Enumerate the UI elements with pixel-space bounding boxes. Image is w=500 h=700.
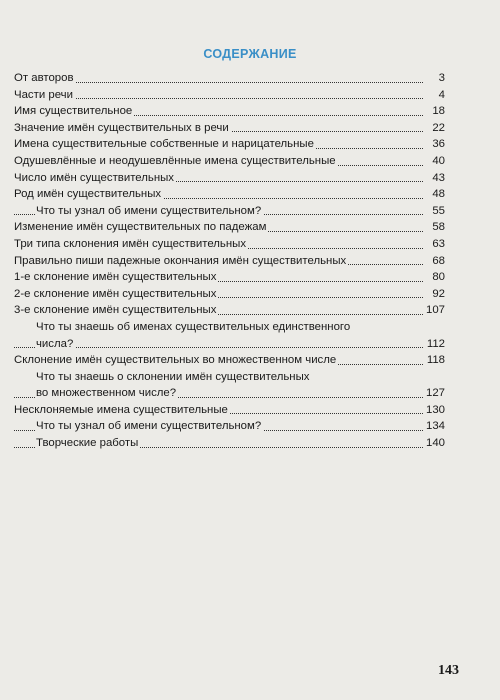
toc-entry xyxy=(14,153,445,170)
toc-subentry-continuation xyxy=(14,385,445,402)
toc-entry-title: Склонение имён существительных во множественном числе xyxy=(14,352,338,369)
toc-entry-page: 22 xyxy=(429,120,445,137)
toc-entry-title: Значение имён существительных в речи xyxy=(14,120,231,137)
page-number: 143 xyxy=(438,663,459,678)
toc-entry-page: 4 xyxy=(436,87,445,104)
toc-entry xyxy=(14,120,445,137)
toc-entry-title: числа? xyxy=(36,336,75,353)
toc-entry-page: 55 xyxy=(429,203,445,220)
toc-entry xyxy=(14,253,445,270)
toc-entry-title: Несклоняемые имена существительные xyxy=(14,402,230,419)
table-of-contents xyxy=(14,70,445,452)
toc-entry xyxy=(14,219,445,236)
toc-subentry-continuation xyxy=(14,336,445,353)
toc-entry-page: 3 xyxy=(436,70,445,87)
toc-entry-title: 1-е склонение имён существительных xyxy=(14,269,218,286)
toc-subentry xyxy=(14,369,445,386)
toc-entry xyxy=(14,352,445,369)
toc-entry-page: 80 xyxy=(429,269,445,286)
toc-subentry xyxy=(14,435,445,452)
toc-entry-page: 134 xyxy=(423,418,445,435)
toc-entry-page: 140 xyxy=(423,435,445,452)
toc-entry xyxy=(14,269,445,286)
toc-entry-title: Одушевлённые и неодушевлённые имена существительные xyxy=(14,153,338,170)
toc-entry xyxy=(14,286,445,303)
toc-entry-title: Части речи xyxy=(14,87,75,104)
toc-entry-title: Имена существительные собственные и нарицательные xyxy=(14,136,316,153)
toc-entry-title: Что ты узнал об имени существительном? xyxy=(36,418,263,435)
toc-entry-page: 130 xyxy=(423,402,445,419)
toc-entry-title: 3-е склонение имён существительных xyxy=(14,302,218,319)
toc-entry-title: Правильно пиши падежные окончания имён существительных xyxy=(14,253,348,270)
toc-entry xyxy=(14,103,445,120)
toc-entry-title: 2-е склонение имён существительных xyxy=(14,286,218,303)
toc-entry-title: Что ты знаешь о склонении имён существительных xyxy=(36,369,311,386)
toc-entry-title: Творческие работы xyxy=(36,435,140,452)
toc-entry-page: 112 xyxy=(424,336,445,353)
toc-entry-page: 118 xyxy=(424,352,445,369)
toc-entry-page: 48 xyxy=(429,186,445,203)
dot-leader xyxy=(14,98,423,99)
toc-entry-title: Изменение имён существительных по падежам xyxy=(14,219,268,236)
toc-entry-page: 107 xyxy=(423,302,445,319)
toc-entry-page: 58 xyxy=(429,219,445,236)
toc-entry-page: 63 xyxy=(429,236,445,253)
toc-entry xyxy=(14,87,445,104)
toc-entry-title: Род имён существительных xyxy=(14,186,163,203)
dot-leader xyxy=(14,347,423,348)
toc-subentry xyxy=(14,203,445,220)
toc-entry xyxy=(14,302,445,319)
toc-entry-title: во множественном числе? xyxy=(36,385,178,402)
page-title: СОДЕРЖАНИЕ xyxy=(203,47,297,61)
toc-entry xyxy=(14,136,445,153)
toc-entry-page: 92 xyxy=(429,286,445,303)
toc-entry-page: 43 xyxy=(429,170,445,187)
toc-entry-page: 68 xyxy=(429,253,445,270)
toc-entry-title: От авторов xyxy=(14,70,76,87)
toc-subentry xyxy=(14,418,445,435)
toc-subentry xyxy=(14,319,445,336)
toc-entry xyxy=(14,186,445,203)
toc-entry-title: Три типа склонения имён существительных xyxy=(14,236,248,253)
toc-entry-title: Что ты знаешь об именах существительных единственного xyxy=(36,319,352,336)
toc-entry xyxy=(14,402,445,419)
toc-entry-title: Имя существительное xyxy=(14,103,134,120)
toc-entry-title: Число имён существительных xyxy=(14,170,176,187)
toc-entry-page: 36 xyxy=(429,136,445,153)
toc-entry-title: Что ты узнал об имени существительном? xyxy=(36,203,263,220)
toc-entry xyxy=(14,170,445,187)
toc-entry xyxy=(14,70,445,87)
toc-entry-page: 40 xyxy=(429,153,445,170)
toc-entry-page: 18 xyxy=(429,103,445,120)
toc-entry-page: 127 xyxy=(423,385,445,402)
toc-entry xyxy=(14,236,445,253)
